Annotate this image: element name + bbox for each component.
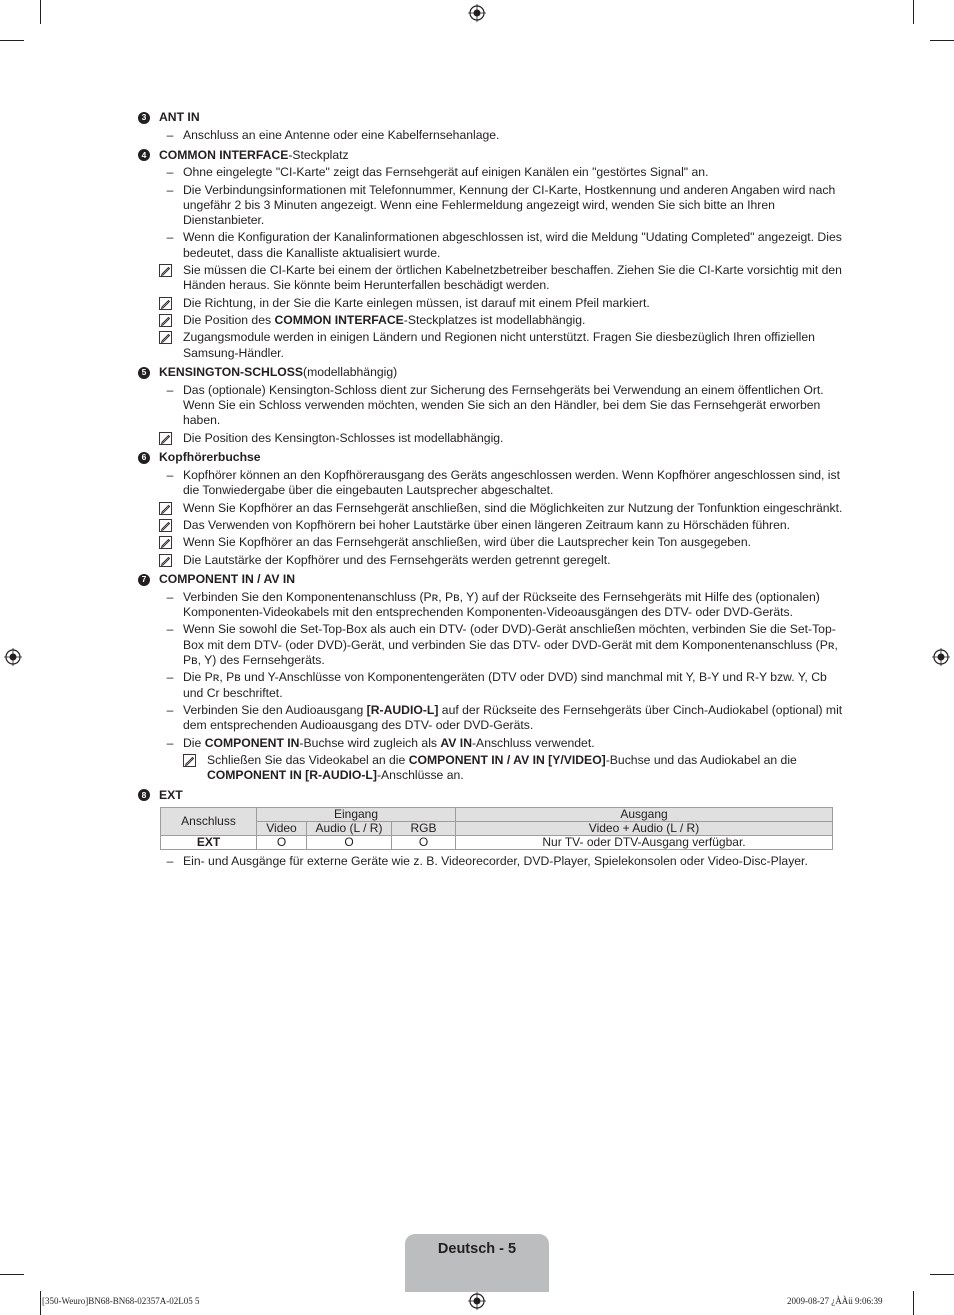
cell-video: O [257,836,307,850]
item-body [183,468,840,497]
registration-mark-icon [468,1292,486,1310]
list-item [138,183,844,229]
list-item [138,165,844,180]
item-text: Ein- und Ausgänge für externe Geräte wie z. B. Videorecorder, DVD-Player, Spielekonsolen oder Video-Disc-Player. [183,854,808,869]
dash-bullet: – [166,622,174,637]
dash-bullet: – [166,670,174,685]
note-icon [159,502,175,515]
item-body [183,736,595,750]
item-text: Zugangsmodule werden in einigen Ländern und Regionen nicht unterstützt. Fragen Sie diesbezüglich Ihren offiziellen Samsung-Händler. [183,330,815,360]
list-item [138,703,844,734]
note-item [138,330,844,361]
circled-number-icon: 7 [138,574,150,586]
note-item [138,296,844,311]
note-item [138,313,844,328]
dash-bullet: – [166,854,174,869]
cell-audio: O [307,836,392,850]
item-text: Sie müssen die CI-Karte bei einem der örtlichen Kabelnetzbetreiber beschaffen. Ziehen Sie die CI-Karte vorsichtig mit den Händen heraus. Sie könnte beim Herunterfallen beschädigt werden. [183,263,842,293]
item-text: Die Verbindungsinformationen mit Telefonnummer, Kennung der CI-Karte, Hostkennung und anderen Angaben wird nach ungefähr 2 bis 3 Minuten angezeigt. Wenn eine Fehlermeldung angezeigt wird, wenden Sie sich bitte an Ihren Dienstanbieter. [183,182,836,228]
item-body [183,296,650,310]
item-body [183,263,842,292]
note-item [138,501,844,516]
list-item [138,230,844,261]
section-title: Kopfhörerbuchse [159,450,261,465]
dash-bullet: – [166,702,174,717]
section-8 [138,787,844,869]
note-icon [183,754,196,767]
circled-number-icon: 8 [138,789,150,801]
item-text: auf der Rückseite des Fernsehgeräts über Cinch-Audiokabel (optional) mit dem entsprechenden Audioausgang des DTV- oder DVD-Geräts. [183,702,843,733]
item-text: Schließen Sie das Videokabel an die [207,752,409,767]
note-icon [159,432,175,445]
section-6 [138,450,844,568]
item-text: Wenn Sie sowohl die Set-Top-Box als auch ein DTV- (oder DVD)-Gerät anschließen möchten, verbinden Sie die Set-Top-Box mit dem DTV- (oder DVD)-Gerät, und verbinden Sie das DTV- oder DVD-Gerät mit dem Komponentenanschluss (Pʀ, Pʙ, Y) des Fernsehgeräts. [183,622,838,668]
section-title-suffix: (modellabhängig) [303,365,398,380]
item-text: -Anschlüsse an. [376,768,464,783]
dash-bullet: – [166,468,174,483]
note-item [138,431,844,446]
list-item [138,736,844,751]
note-item [138,263,844,294]
section-title: COMMON INTERFACE [159,147,289,162]
list-item [138,383,844,429]
item-text: Wenn Sie Kopfhörer an das Fernsehgerät anschließen, wird über die Lautsprecher kein Ton ausgegeben. [183,535,751,550]
item-bold-text: COMMON INTERFACE [274,312,404,327]
item-body [183,383,824,428]
item-text: Anschluss an eine Antenne oder eine Kabelfernsehanlage. [183,128,500,142]
header-audio: Audio (L / R) [307,822,392,836]
dash-bullet: – [166,735,174,750]
list-item [138,670,844,701]
item-text: Verbinden Sie den Audioausgang [183,702,367,717]
section-title-suffix: -Steckplatz [288,147,349,162]
header-video: Video [257,822,307,836]
item-bold-text: AV IN [440,735,472,750]
item-body [207,753,797,782]
item-body [183,535,751,549]
table-row [161,836,833,850]
circled-number-icon: 3 [138,112,150,124]
note-item [138,518,844,533]
circled-number-icon: 6 [138,452,150,464]
header-output: Video + Audio (L / R) [456,822,833,836]
header-ausgang: Ausgang [456,808,833,822]
section-title: ANT IN [159,110,200,125]
item-text: Verbinden Sie den Komponentenanschluss (Pʀ, Pʙ, Y) auf der Rückseite des Fernsehgeräts mit Hilfe des (optionalen) Komponenten-Videokabels mit den entsprechenden Komponenten-Videoausgängen des DTV- oder DVD-Geräts. [183,589,820,620]
section-3 [138,110,844,143]
item-text: -Buchse wird zugleich als [299,735,441,750]
item-text: Die Pʀ, Pʙ und Y-Anschlüsse von Komponentengeräten (DTV oder DVD) sind manchmal mit Y, B-Y und R-Y bzw. Y, Cb und Cr beschriftet. [183,670,827,700]
item-body [183,330,815,359]
registration-mark-icon [932,648,950,666]
crop-mark [913,1291,914,1315]
item-bold-text: COMPONENT IN [R-AUDIO-L] [207,768,377,783]
item-text: Die [183,735,205,750]
page-label: Deutsch - 5 [437,1241,517,1257]
section-title: KENSINGTON-SCHLOSS [159,365,304,380]
item-body [183,230,842,259]
item-text: Wenn die Konfiguration der Kanalinformationen abgeschlossen ist, wird die Meldung "Udating Completed" angezeigt. Dies bedeutet, dass die Kanalliste aktualisiert wurde. [183,230,842,260]
header-rgb: RGB [392,822,456,836]
header-anschluss: Anschluss [161,808,257,836]
item-bold-text: COMPONENT IN / AV IN [Y/VIDEO] [408,752,606,767]
list-item [138,590,844,621]
note-icon [159,314,175,327]
section-heading [138,787,844,803]
registration-mark-icon [468,4,486,22]
list-item [138,468,844,499]
item-text: Kopfhörer können an den Kopfhörerausgang des Geräts angeschlossen werden. Wenn Kopfhörer angeschlossen sind, ist die Tonwiedergabe über die eingebauten Lautsprecher abgeschaltet. [183,468,840,498]
print-slug-left: [350-Weuro]BN68-BN68-02357A-02L05 5 [42,1296,200,1306]
section-heading [138,365,844,381]
row-label: EXT [161,836,257,850]
ext-table [160,807,833,850]
crop-mark [930,40,954,41]
section-heading [138,572,844,588]
item-text: Die Position des Kensington-Schlosses ist modellabhängig. [183,430,504,445]
item-body [183,553,611,567]
item-body [183,518,790,532]
item-bold-text: [R-AUDIO-L] [366,702,439,717]
dash-bullet: – [166,128,174,142]
item-text: Die Position des [183,312,275,327]
item-text: -Anschluss verwendet. [472,735,595,750]
crop-mark [0,1274,24,1275]
section-7 [138,572,844,784]
manual-content [138,110,844,874]
cell-rgb: O [392,836,456,850]
crop-mark [40,0,41,24]
note-icon [159,331,175,344]
cell-output: Nur TV- oder DTV-Ausgang verfügbar. [456,836,833,850]
sub-note-item [138,753,844,784]
dash-bullet: – [166,382,174,397]
item-text: Das (optionale) Kensington-Schloss dient zur Sicherung des Fernsehgeräts bei Verwendung an einem öffentlichen Ort. Wenn Sie ein Schloss verwenden möchten, wenden Sie sich an den Händler, bei dem Sie das Fernsehgerät erworben haben. [183,382,824,428]
item-text: Wenn Sie Kopfhörer an das Fernsehgerät anschließen, sind die Möglichkeiten zur Nutzung der Tonfunktion eingeschränkt. [183,500,843,515]
note-icon [159,536,175,549]
crop-mark [0,40,24,41]
circled-number-icon: 5 [138,367,150,379]
dash-bullet: – [166,589,174,604]
list-item [138,622,844,668]
print-slug-right: 2009-08-27 ¿ÀÀü 9:06:39 [787,1296,883,1306]
item-body [183,431,503,445]
section-heading [138,110,844,126]
item-body [183,183,835,228]
note-icon [159,297,175,310]
note-item [138,553,844,568]
note-icon [159,519,175,532]
item-body [183,313,585,327]
dash-bullet: – [166,165,174,180]
item-text: Ohne eingelegte "CI-Karte" zeigt das Fernsehgerät auf einigen Kanälen ein "gestörtes Signal" an. [183,165,709,180]
item-body [183,670,827,699]
item-text: -Buchse und das Audiokabel an die [605,752,797,767]
item-text: Die Lautstärke der Kopfhörer und des Fernsehgeräts werden getrennt geregelt. [183,552,611,567]
item-body [183,622,838,667]
note-icon [159,554,175,567]
crop-mark [930,1274,954,1275]
item-body [183,128,499,142]
item-text: Die Richtung, in der Sie die Karte einlegen müssen, ist darauf mit einem Pfeil markiert. [183,295,650,310]
section-title: EXT [159,787,183,802]
section-title: COMPONENT IN / AV IN [159,572,296,587]
item-bold-text: COMPONENT IN [204,735,300,750]
circled-number-icon: 4 [138,149,150,161]
item-body [183,590,820,619]
item-body [183,165,708,179]
note-icon [159,264,175,277]
dash-bullet: – [166,230,174,245]
dash-bullet: – [166,182,174,197]
section-4 [138,147,844,361]
item-body [183,703,842,732]
crop-mark [913,0,914,24]
item-text: Das Verwenden von Kopfhörern bei hoher Lautstärke über einen längeren Zeitraum kann zu Hörschäden führen. [183,517,791,532]
section-5 [138,365,844,446]
section-heading [138,147,844,163]
list-item [138,854,844,869]
crop-mark [40,1291,41,1315]
header-eingang: Eingang [257,808,456,822]
section-heading [138,450,844,466]
item-body [183,501,842,515]
note-item [138,535,844,550]
list-item [138,128,844,143]
item-text: -Steckplatzes ist modellabhängig. [403,312,586,327]
registration-mark-icon [4,648,22,666]
